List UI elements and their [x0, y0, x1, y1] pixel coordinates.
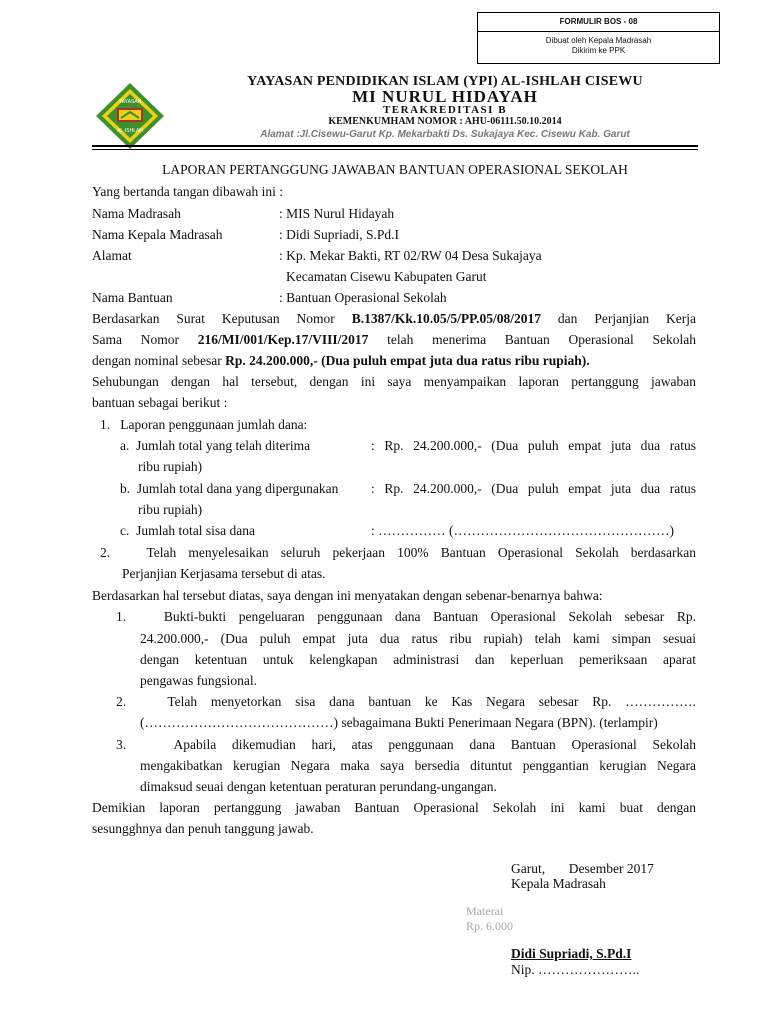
- decree-number: B.1387/Kk.10.05/5/PP.05/08/2017: [351, 311, 541, 326]
- closing-line1: Demikian laporan pertanggung jawaban Bantuan Operasional Sekolah ini kami buat dengan: [92, 800, 696, 815]
- header-rule-thin: [92, 149, 698, 150]
- statement-1-line2: 24.200.000,- (Dua puluh empat juta dua ratus ribu rupiah) telah kami simpan sesuai: [140, 631, 696, 646]
- statement-3-line3: dimaksud seuai dengan ketentuan peraturan perundang-ungangan.: [140, 779, 497, 794]
- statement-1-line4: pengawas fungsional.: [140, 673, 257, 688]
- para2-line2: bantuan sebagai berikut :: [92, 395, 228, 410]
- accreditation: TERAKREDITASI B: [382, 104, 508, 116]
- field-label-madrasah: Nama Madrasah: [92, 206, 181, 221]
- sub-b-value: : Rp. 24.200.000,- (Dua puluh empat juta dua ratus: [371, 481, 696, 496]
- closing-line2: sesungghnya dan penuh tanggung jawab.: [92, 821, 314, 836]
- field-value-address-cont: Kecamatan Cisewu Kabupaten Garut: [286, 269, 487, 284]
- statement-2-line2: (……………………………………) sebagaimana Bukti Penerimaan Negara (BPN). (terlampir): [140, 715, 658, 730]
- form-note-line-1: Dibuat oleh Kepala Madrasah: [545, 36, 652, 45]
- school-address: Alamat :Jl.Cisewu-Garut Kp. Mekarbakti Ds. Sukajaya Kec. Cisewu Kab. Garut: [260, 129, 630, 140]
- para1-l1-pre: Berdasarkan Surat Keputusan Nomor: [92, 311, 352, 326]
- sub-a-value: : Rp. 24.200.000,- (Dua puluh empat juta dua ratus: [371, 438, 696, 453]
- sub-c-value: : …………… (…………………………………………): [371, 523, 674, 538]
- header-rule: [92, 145, 698, 147]
- agreement-number: 216/MI/001/Kep.17/VIII/2017: [197, 332, 369, 347]
- field-label-aid: Nama Bantuan: [92, 290, 173, 305]
- logo-text-bottom: AL-ISHLAH: [117, 128, 143, 134]
- para1-l2-pre: Sama Nomor: [92, 332, 198, 347]
- signatory-name: Didi Supriadi, S.Pd.I: [511, 946, 632, 961]
- stamp-placeholder-label: Materai: [466, 904, 504, 918]
- sub-c-label: c. Jumlah total sisa dana: [120, 523, 255, 538]
- para1-l3-pre: dengan nominal sebesar: [92, 353, 226, 368]
- nominal-amount: Rp. 24.200.000,- (Dua puluh empat juta dua ratus ribu rupiah).: [225, 353, 590, 368]
- document-title: LAPORAN PERTANGGUNG JAWABAN BANTUAN OPERASIONAL SEKOLAH: [162, 162, 628, 177]
- report-item-2-line2: Perjanjian Kerjasama tersebut di atas.: [122, 566, 326, 581]
- form-note: [478, 32, 719, 56]
- school-logo: [95, 82, 165, 150]
- signatory-nip: Nip. …………………..: [511, 962, 640, 977]
- para1-l1-post: dan Perjanjian Kerja: [540, 311, 696, 326]
- statement-3-line1: 3. Apabila dikemudian hari, atas penggunaan dana Bantuan Operasional Sekolah: [116, 737, 696, 752]
- report-item-1: 1. Laporan penggunaan jumlah dana:: [100, 417, 308, 432]
- signature-position: Kepala Madrasah: [511, 876, 606, 891]
- para1-line1: [92, 310, 696, 328]
- field-value-address: : Kp. Mekar Bakti, RT 02/RW 04 Desa Sukajaya: [279, 248, 542, 263]
- para1-l2-post: telah menerima Bantuan Operasional Sekolah: [368, 332, 696, 347]
- statement-2-line1: 2. Telah menyetorkan sisa dana bantuan ke Kas Negara sebesar Rp. …………….: [116, 694, 696, 709]
- statement-1-line3: dengan ketentuan untuk kelengkapan administrasi dan keperluan pemeriksaan aparat: [140, 652, 696, 667]
- form-note-line-2: Dikirim ke PPK: [571, 46, 626, 55]
- statement-3-line2: mengakibatkan kerugian Negara maka saya bersedia dituntut penggantian kerugian Negara: [140, 758, 696, 773]
- statement-1-line1: 1. Bukti-bukti pengeluaran penggunaan dana Bantuan Operasional Sekolah sebesar Rp.: [116, 609, 696, 624]
- para1-line2: [92, 331, 696, 349]
- field-label-address: Alamat: [92, 248, 132, 263]
- sub-b-label: b. Jumlah total dana yang dipergunakan: [120, 481, 339, 496]
- logo-text-top: YAYASAN: [118, 99, 142, 105]
- form-code-box: [477, 12, 720, 64]
- para2-line1: Sehubungan dengan hal tersebut, dengan ini saya menyampaikan laporan pertanggung jawaban: [92, 374, 696, 389]
- field-value-madrasah: : MIS Nurul Hidayah: [279, 206, 395, 221]
- signature-place-date: Garut, Desember 2017: [511, 861, 654, 876]
- para1-line3: [92, 352, 590, 370]
- sub-a-cont: ribu rupiah): [138, 459, 203, 474]
- report-item-2-line1: 2. Telah menyelesaikan seluruh pekerjaan 100% Bantuan Operasional Sekolah berdasarkan: [100, 545, 696, 560]
- foundation-name: YAYASAN PENDIDIKAN ISLAM (YPI) AL-ISHLAH CISEWU: [247, 74, 643, 89]
- registration-number: KEMENKUMHAM NOMOR : AHU-06111.50.10.2014: [328, 116, 562, 127]
- form-code: FORMULIR BOS - 08: [478, 13, 719, 32]
- field-value-head: : Didi Supriadi, S.Pd.I: [279, 227, 400, 242]
- field-label-head: Nama Kepala Madrasah: [92, 227, 223, 242]
- sub-a-label: a. Jumlah total yang telah diterima: [120, 438, 311, 453]
- school-name: MI NURUL HIDAYAH: [352, 87, 538, 106]
- statement-intro: Berdasarkan hal tersebut diatas, saya dengan ini menyatakan dengan sebenar-benarnya bahwa:: [92, 588, 603, 603]
- field-value-aid: : Bantuan Operasional Sekolah: [279, 290, 447, 305]
- intro-text: Yang bertanda tangan dibawah ini :: [92, 184, 283, 199]
- stamp-placeholder-amount: Rp. 6.000: [466, 919, 514, 933]
- sub-b-cont: ribu rupiah): [138, 502, 203, 517]
